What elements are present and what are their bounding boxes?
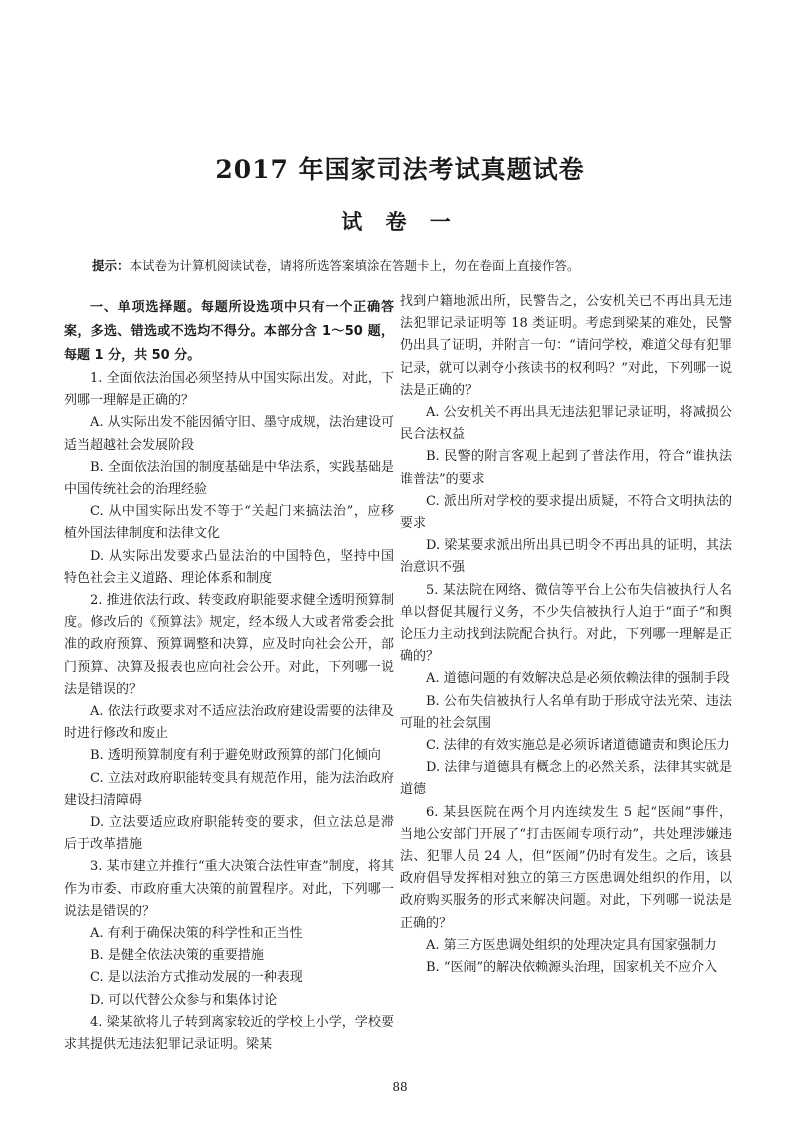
question-3-option-d: D. 可以代替公众参与和集体讨论: [90, 992, 278, 1008]
question-4-stem-continued: 找到户籍地派出所，民警告之，公安机关已不再出具无违法犯罪记录证明等 18 类证明。考虑到梁某的难处，民警仍出具了证明，并附言一句：“请问学校，难道父母有犯罪记录，就可以剥夺小孩读书的权利吗？”对此，下列哪一说法是正确的？: [400, 294, 732, 398]
question-3-option-a: A. 有利于确保决策的科学性和正当性: [90, 926, 303, 942]
question-5-option-d: D. 法律与道德具有概念上的必然关系，法律其实就是道德: [400, 760, 732, 798]
question-2-stem: 2. 推进依法行政、转变政府职能要求健全透明预算制度。修改后的《预算法》规定，经本级人大或者常委会批准的政府预算、预算调整和决算，应及时向社会公开，部门预算、决算及报表也应向社会公开。对此，下列哪一说法是错误的？: [64, 593, 394, 697]
notice-text: 本试卷为计算机阅读试卷，请将所选答案填涂在答题卡上，勿在卷面上直接作答。: [129, 258, 580, 273]
question-1-stem: 1. 全面依法治国必须坚持从中国实际出发。对此，下列哪一理解是正确的？: [64, 371, 394, 409]
question-1-option-d: D. 从实际出发要求凸显法治的中国特色，坚持中国特色社会主义道路、理论体系和制度: [64, 548, 394, 586]
right-column: [400, 291, 732, 979]
question-2-option-a: A. 依法行政要求对不适应法治政府建设需要的法律及时进行修改和废止: [64, 704, 394, 742]
question-6-stem: 6. 某县医院在两个月内连续发生 5 起“医闹”事件，当地公安部门开展了“打击医闹专项行动”，共处理涉嫌违法、犯罪人员 24 人，但“医闹”仍时有发生。之后，该县政府倡导发挥相对独立的第三方医患调处组织的作用，以政府购买服务的形式来解决问题。对此，下列哪一说法是正确的？: [400, 804, 732, 931]
page-number: 88: [392, 1080, 408, 1094]
paper-subtitle: 试 卷 一: [341, 209, 459, 234]
question-6-option-b: B. “医闹”的解决依赖源头治理，国家机关不应介入: [426, 960, 718, 976]
question-4-stem-start: 4. 梁某欲将儿子转到离家较近的学校上小学，学校要求其提供无违法犯罪记录证明。梁某: [64, 1014, 394, 1053]
question-2-option-d: D. 立法要适应政府职能转变的要求，但立法总是滞后于改革措施: [64, 815, 394, 853]
question-4-option-b: B. 民警的附言客观上起到了普法作用，符合“谁执法谁普法”的要求: [400, 449, 732, 487]
exam-notice: [92, 256, 732, 274]
left-column: [64, 296, 394, 1056]
question-1-option-b: B. 全面依法治国的制度基础是中华法系，实践基础是中国传统社会的治理经验: [64, 459, 394, 498]
question-2-option-b: B. 透明预算制度有利于避免财政预算的部门化倾向: [90, 748, 381, 764]
section-heading: 一、单项选择题。每题所设选项中只有一个正确答案，多选、错选或不选均不得分。本部分含 1～50 题，每题 1 分，共 50 分。: [64, 300, 394, 363]
question-1-option-c: C. 从中国实际出发不等于“关起门来搞法治”，应移植外国法律制度和法律文化: [64, 504, 394, 542]
question-3-stem: 3. 某市建立并推行“重大决策合法性审查”制度，将其作为市委、市政府重大决策的前置程序。对此，下列哪一说法是错误的？: [64, 859, 394, 919]
question-5-option-a: A. 道德问题的有效解决总是必须依赖法律的强制手段: [426, 671, 730, 687]
question-6-option-a: A. 第三方医患调处组织的处理决定具有国家强制力: [426, 937, 717, 953]
question-5-stem: 5. 某法院在网络、微信等平台上公布失信被执行人名单以督促其履行义务，不少失信被执行人迫于“面子”和舆论压力主动找到法院配合执行。对此，下列哪一理解是正确的？: [400, 582, 732, 665]
question-4-option-a: A. 公安机关不再出具无违法犯罪记录证明，将减损公民合法权益: [400, 405, 732, 443]
question-4-option-d: D. 梁某要求派出所出具已明令不再出具的证明，其法治意识不强: [400, 538, 732, 576]
question-1-option-a: A. 从实际出发不能因循守旧、墨守成规，法治建设可适当超越社会发展阶段: [64, 415, 394, 453]
question-5-option-c: C. 法律的有效实施总是必须诉诸道德谴责和舆论压力: [426, 738, 730, 754]
question-4-option-c: C. 派出所对学校的要求提出质疑，不符合文明执法的要求: [400, 493, 732, 532]
question-5-option-b: B. 公布失信被执行人名单有助于形成守法光荣、违法可耻的社会氛围: [400, 693, 732, 731]
question-3-option-b: B. 是健全依法决策的重要措施: [90, 948, 264, 964]
question-3-option-c: C. 是以法治方式推动发展的一种表现: [90, 970, 303, 986]
page-title: 2017 年国家司法考试真题试卷: [215, 155, 585, 184]
question-2-option-c: C. 立法对政府职能转变具有规范作用，能为法治政府建设扫清障碍: [64, 770, 394, 808]
notice-label: 提示：: [92, 258, 130, 273]
